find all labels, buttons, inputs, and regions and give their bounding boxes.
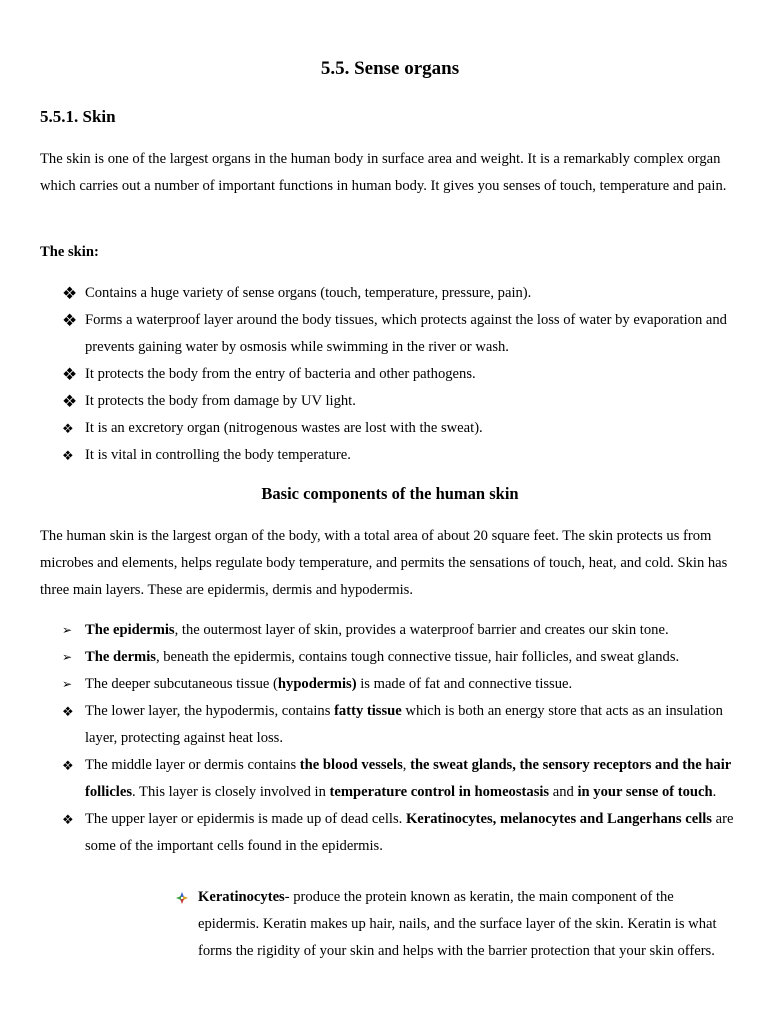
list-item: ❖ It protects the body from the entry of bacteria and other pathogens.: [40, 361, 734, 388]
list-item: ❖ It protects the body from damage by UV light.: [40, 388, 734, 415]
list-item: ❖ It is vital in controlling the body temperature.: [40, 442, 734, 469]
components-paragraph: The human skin is the largest organ of the body, with a total area of about 20 square feet. The skin protects us from microbes and elements, helps regulate body temperature, and permits the sensations of touch, heat, and cold. Skin has three main layers. These are epidermis, dermis and hypodermis.: [40, 528, 728, 598]
arrow-bullet-icon: ➢: [62, 677, 73, 691]
diamond-bullet-icon: ❖: [62, 704, 74, 719]
diamond-bullet-icon: ❖: [62, 812, 74, 827]
diamond-bullet-icon: ❖: [62, 365, 78, 384]
keratinocytes-item: Keratinocytes- produce the protein known as keratin, the main component of the epidermis. Keratin makes up hair, nails, and the surface layer of the skin. Keratin is what forms the rigidity of your skin and helps with the barrier protection that your skin offers.: [198, 884, 738, 965]
list-item: ➢ The epidermis, the outermost layer of skin, provides a waterproof barrier and creates our skin tone.: [40, 617, 734, 644]
components-heading: Basic components of the human skin: [261, 484, 519, 503]
list-item: ➢ The dermis, beneath the epidermis, contains tough connective tissue, hair follicles, and sweat glands.: [40, 644, 734, 671]
intro-paragraph: The skin is one of the largest organs in the human body in surface area and weight. It is a remarkably complex organ which carries out a number of important functions in human body. It gives you senses of touch, temperature and pain.: [40, 151, 727, 194]
diamond-bullet-icon: ❖: [62, 311, 78, 330]
diamond-bullet-icon: ❖: [62, 448, 74, 463]
diamond-bullet-icon: ❖: [62, 392, 78, 411]
list-item: ❖ It is an excretory organ (nitrogenous wastes are lost with the sweat).: [40, 415, 734, 442]
diamond-bullet-icon: ❖: [62, 758, 74, 773]
list-item: ❖ The middle layer or dermis contains the blood vessels, the sweat glands, the sensory receptors and the hair follicles. This layer is closely involved in temperature control in homeostasis and in your sense of touch.: [40, 752, 734, 806]
colored-arrow-bullet-icon: [176, 892, 188, 904]
section-heading: 5.5.1. Skin: [40, 107, 116, 126]
page-title: 5.5. Sense organs: [320, 58, 460, 79]
arrow-bullet-icon: ➢: [62, 650, 73, 664]
list-item: ❖ Contains a huge variety of sense organs (touch, temperature, pressure, pain).: [40, 280, 734, 307]
diamond-bullet-icon: ❖: [62, 421, 74, 436]
skin-layers-list: [40, 617, 734, 860]
list-item: ➢ The deeper subcutaneous tissue (hypodermis) is made of fat and connective tissue.: [40, 671, 734, 698]
list-item: ❖ The upper layer or epidermis is made up of dead cells. Keratinocytes, melanocytes and Langerhans cells are some of the important cells found in the epidermis.: [40, 806, 734, 860]
diamond-bullet-icon: ❖: [62, 284, 78, 303]
skin-function-list: [40, 280, 734, 469]
list-item: ❖ Forms a waterproof layer around the body tissues, which protects against the loss of water by evaporation and prevents gaining water by osmosis while swimming in the river or wash.: [40, 307, 734, 361]
arrow-bullet-icon: ➢: [62, 623, 73, 637]
skin-label: The skin:: [40, 244, 99, 260]
list-item: ❖ The lower layer, the hypodermis, contains fatty tissue which is both an energy store that acts as an insulation layer, protecting against heat loss.: [40, 698, 734, 752]
